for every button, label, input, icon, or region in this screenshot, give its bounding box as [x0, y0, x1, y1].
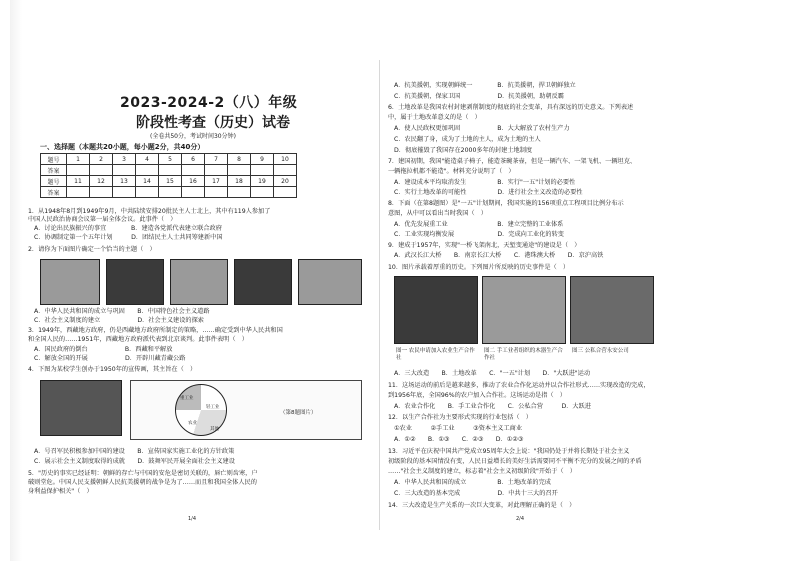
- question-text: 7．建国初期，我国"能造桌子椅子，能造茶碗茶壶，但是一辆汽车、一架飞机、一辆坦克、: [388, 158, 637, 165]
- cell: 16: [182, 176, 205, 187]
- cell: 12: [90, 176, 113, 187]
- answer-table-row: [41, 165, 297, 176]
- history-photo-1: [394, 276, 478, 344]
- cell: 5: [159, 154, 182, 165]
- exam-page-right: [388, 0, 718, 561]
- option-text: A．优先发展重工业 B．建立完整的工业体系: [394, 221, 564, 228]
- question-photo: [106, 259, 164, 305]
- answer-cell[interactable]: [67, 187, 90, 198]
- figure-frame: [130, 380, 362, 440]
- option-text: A．抗美援朝，实现朝鲜统一 B．抗美援朝，捍卫朝鲜独立: [394, 82, 576, 89]
- option-text: C．展示社会主义制度取得的成就 D．鼓舞军民开展全面社会主义建设: [34, 458, 235, 465]
- pie-chart: [175, 384, 227, 436]
- question-text: 14．三大改造是生产关系的一次巨大变革，对此理解正确的是（ ）: [388, 502, 576, 509]
- answer-table-row: [41, 154, 297, 165]
- cell: 10: [274, 154, 297, 165]
- answer-cell[interactable]: [182, 187, 205, 198]
- answer-cell[interactable]: [90, 187, 113, 198]
- question-text: 初级阶段的基本国情没有变，人民日益增长的美好生活需要同不平衡不充分的发展之间的矛盾: [388, 458, 642, 465]
- cell: 题号: [41, 154, 67, 165]
- cell: 20: [274, 176, 297, 187]
- answer-cell[interactable]: [228, 187, 251, 198]
- question-text: 中，属于土地改革意义的是（ ）: [388, 114, 481, 121]
- photo-caption: 图二 手工业者组织的木器生产合作社: [484, 348, 563, 361]
- option-text: C．协调制定第一个五年计划 D．团结民主人士共同筹建新中国: [34, 234, 223, 241]
- question-text: 和全国人民的……1951年，西藏地方政府派代表到北京谈判。此事件表明（ ）: [28, 336, 248, 343]
- answer-cell[interactable]: [90, 165, 113, 176]
- answer-cell[interactable]: [159, 187, 182, 198]
- cell: 1: [67, 154, 90, 165]
- option-text: C．工业实现均衡发展 D．完成向工业化的转变: [394, 231, 564, 238]
- answer-cell[interactable]: [136, 187, 159, 198]
- cell: 11: [67, 176, 90, 187]
- cell: 14: [136, 176, 159, 187]
- question-photo: [40, 259, 100, 305]
- pie-label: 重工业: [180, 396, 194, 401]
- question-text: 3．1949年，西藏地方政府，仍是西藏地方政府所制定的策略，……确定受到中华人民共和国: [28, 327, 283, 334]
- question-text: 身利益保护相关"（ ）: [28, 488, 93, 495]
- option-text: A．号召军民积极参加中国的建设 B．宣传国家实施工业化的方针政策: [34, 448, 235, 455]
- answer-cell[interactable]: [274, 187, 297, 198]
- pie-label: 农业: [188, 421, 197, 426]
- answer-cell[interactable]: [251, 165, 274, 176]
- photo-caption: 图三 公私合营永安公司: [572, 348, 629, 354]
- page-number: 1/4: [188, 516, 197, 522]
- question-text: 13．习近平在庆祝中国共产党成立95周年大会上说："我国仍处于并将长期处于社会主义: [388, 448, 630, 455]
- option-text: C．抗美援朝，保家卫国 D．抗美援朝，助朝反霸: [394, 93, 564, 100]
- option-text: A．①② B．①③ C．②③ D．①②③: [394, 436, 524, 443]
- answer-cell[interactable]: [274, 165, 297, 176]
- cell: 9: [251, 154, 274, 165]
- question-text: 12．以生产合作社为主要形式实现的行业包括（ ）: [388, 414, 532, 421]
- question-text: 到1956年底，全国96%的农户加入合作社。这场运动是指（ ）: [388, 392, 566, 399]
- cell: 答案: [41, 165, 67, 176]
- cell: 3: [113, 154, 136, 165]
- question-text: 一辆拖拉机都不能造"。材料充分说明了（ ）: [388, 168, 515, 175]
- exam-page-left: [28, 0, 370, 561]
- option-text: ①农业 ②手工业 ③资本主义工商业: [394, 425, 523, 432]
- answer-cell[interactable]: [67, 165, 90, 176]
- question-photo: [234, 259, 292, 305]
- option-text: D．彻底摧毁了我国存在2000多年的封建土地制度: [394, 147, 533, 154]
- cell: 8: [228, 154, 251, 165]
- exam-subject-title: 阶段性考查（历史）试卷: [136, 115, 290, 131]
- answer-cell[interactable]: [205, 187, 228, 198]
- option-text: C．三大改造的基本完成 D．中共十三大的召开: [394, 490, 558, 497]
- pie-label: 其他: [210, 427, 219, 432]
- question-text: 6．土地改革是我国农村封建剥削制度的彻底的社会变革，具有深远的历史意义。下列表述: [388, 104, 634, 111]
- option-text: C．解放全国的开展 D．开辟川藏青藏公路: [34, 355, 186, 362]
- photo-caption: 图一 农民申请加入农业生产合作社: [396, 348, 475, 361]
- page-number: 2/4: [516, 516, 525, 522]
- cell: 题号: [41, 176, 67, 187]
- answer-cell[interactable]: [251, 187, 274, 198]
- question-photo: [298, 259, 362, 305]
- cell: 7: [205, 154, 228, 165]
- question-text: 10．图片承载着厚重的历史。下列图片所反映的历史事件是（ ）: [388, 264, 570, 271]
- exam-meta: (全卷共50分，考试时间30分钟): [150, 133, 236, 140]
- answer-table-row: [41, 187, 297, 198]
- question-text: 5．"历史的事实已经证明：朝鲜的存亡与中国的安危是密切关联的，唇亡则齿寒，户: [28, 470, 258, 477]
- history-photo-3: [570, 276, 654, 344]
- question-text: 4．下图为某校学生创办于1950年的宣传画，其主旨在（ ）: [28, 366, 197, 373]
- cell: 2: [90, 154, 113, 165]
- answer-cell[interactable]: [205, 165, 228, 176]
- option-text: A．武汉长江大桥 B．南京长江大桥 C．港珠澳大桥 D．京沪高铁: [394, 252, 604, 259]
- option-text: A．三大改造 B．土地改革 C．"一五"计划 D．"大跃进"运动: [394, 370, 591, 377]
- cell: 15: [159, 176, 182, 187]
- page-divider: [379, 60, 380, 530]
- cell: 19: [251, 176, 274, 187]
- question-text: 意图，从中可以看出当时我国（ ）: [388, 210, 487, 217]
- question-text: 8．下面（在第8题图）是"一五"计划期间，我国实施的156项重点工程项目比例分布示: [388, 200, 624, 207]
- option-text: C．社会主义制度的建立 D．社会主义建设的探索: [34, 317, 204, 324]
- answer-cell[interactable]: [228, 165, 251, 176]
- section-heading: 一、选择题（本题共20小题，每小题2分，共40分）: [40, 143, 205, 151]
- question-text: 中国人民政治协商会议第一届全体会议。此事件（ ）: [28, 216, 177, 223]
- option-text: A．讨论出民族振兴的事宜 B．建造各党派代表建立联合政府: [34, 225, 222, 232]
- history-photo-2: [482, 276, 566, 344]
- question-text: ……"社会主义制度的建立，标志着"社会主义初级阶段"开始于（ ）: [388, 468, 576, 475]
- question-text: 11．这场运动的前后是越来越多，推动了农业合作化运动并以合作社形式……实现改造的完成，: [388, 382, 650, 389]
- option-text: C．实行土地改革的可能性 D．进行社会主义改造的必要性: [394, 189, 583, 196]
- propaganda-poster: [40, 380, 122, 436]
- cell: 17: [205, 176, 228, 187]
- answer-table-row: [41, 176, 297, 187]
- option-text: A．中华人民共和国的成立 B．土地改革的完成: [394, 479, 551, 486]
- cell: 答案: [41, 187, 67, 198]
- cell: 18: [228, 176, 251, 187]
- option-text: A．使人民政权更加巩固 B．大大解放了农村生产力: [394, 125, 570, 132]
- answer-cell[interactable]: [136, 165, 159, 176]
- question-photo: [170, 259, 228, 305]
- answer-cell[interactable]: [113, 187, 136, 198]
- cell: 4: [136, 154, 159, 165]
- cell: 13: [113, 176, 136, 187]
- answer-cell[interactable]: [159, 165, 182, 176]
- answer-table: [40, 153, 297, 198]
- question-text: 1．从1948年8月到1949年9月，中共陆续安排20批民主人士北上，其中有119人参加了: [28, 208, 271, 215]
- exam-title: 2023-2024-2（八）年级: [120, 95, 298, 111]
- pie-label: 轻工业: [206, 405, 220, 410]
- option-text: A．建设成本平均取消发生 B．实行"一五"计划的必要性: [394, 179, 576, 186]
- cell: 6: [182, 154, 205, 165]
- scan-edge: [10, 0, 22, 561]
- option-text: A．中华人民共和国的成立与巩固 B．中国特色社会主义道路: [34, 308, 210, 315]
- question-text: 破则堂危。中国人民支援朝鲜人民抗美援朝的战争是为了……而且和我国全体人民的: [28, 479, 257, 486]
- answer-cell[interactable]: [113, 165, 136, 176]
- option-text: A．国民政府的倒台 B．西藏和平解放: [34, 346, 173, 353]
- option-text: A．农业合作化 B．手工业合作化 C．公私合营 D．大跃进: [394, 403, 591, 410]
- option-text: C．农民翻了身，成为了土地的主人，成为土地的主人: [394, 136, 541, 143]
- question-text: 2．请你为下面图片确定一个恰当的主题（ ）: [28, 246, 156, 253]
- figure-label: （第8题图片）: [280, 410, 317, 416]
- question-text: 9．建成于1957年，实现"一桥飞架南北，天堑变通途"的建设是（ ）: [388, 242, 581, 249]
- answer-cell[interactable]: [182, 165, 205, 176]
